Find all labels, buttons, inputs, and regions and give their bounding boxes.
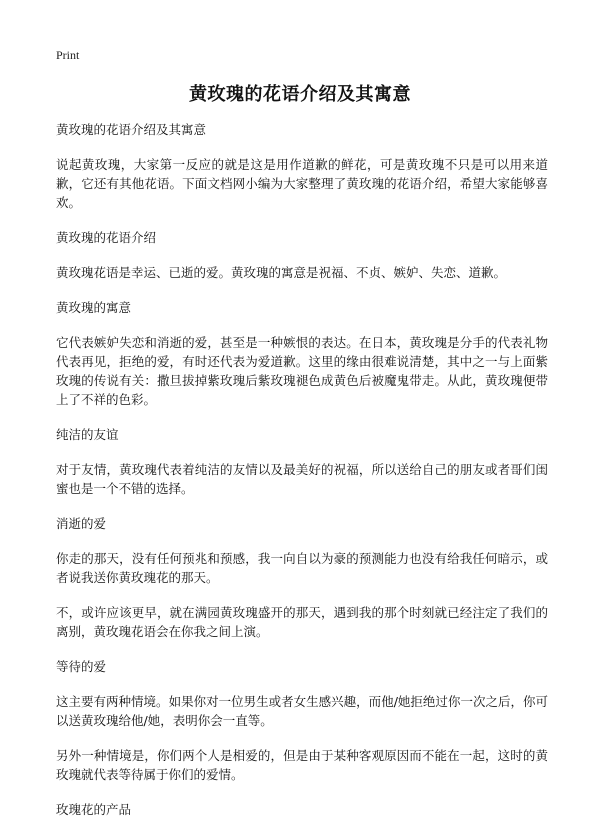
paragraph: 黄玫瑰花语是幸运、已逝的爱。黄玫瑰的寓意是祝福、不贞、嫉妒、失恋、道歉。 <box>56 265 507 280</box>
section-heading: 玫瑰花的产品 <box>56 802 132 817</box>
section-heading: 黄玫瑰的寓意 <box>56 300 132 315</box>
paragraph: 这主要有两种情境。如果你对一位男生或者女生感兴趣，而他/她拒绝过你一次之后，你可以送黄玫瑰给他/她，表明你会一直等。 <box>56 694 548 728</box>
section-heading: 黄玫瑰的花语介绍 <box>56 230 157 245</box>
paragraph: 另外一种情境是，你们两个人是相爱的，但是由于某种客观原因而不能在一起，这时的黄玫瑰就代表等待属于你们的爱情。 <box>56 748 548 782</box>
section-heading: 消逝的爱 <box>56 516 107 531</box>
paragraph: 说起黄玫瑰，大家第一反应的就是这是用作道歉的鲜花，可是黄玫瑰不只是可以用来道歉，它还有其他花语。下面文档网小编为大家整理了黄玫瑰的花语介绍，希望大家能够喜欢。 <box>56 157 548 210</box>
paragraph: 你走的那天，没有任何预兆和预感，我一向自以为豪的预测能力也没有给我任何暗示，或者说我送你黄玫瑰花的那天。 <box>56 551 548 585</box>
section-heading: 纯洁的友谊 <box>56 427 119 442</box>
section-heading: 等待的爱 <box>56 659 107 674</box>
section-heading: 黄玫瑰的花语介绍及其寓意 <box>56 122 207 137</box>
paragraph: 不，或许应该更早，就在满园黄玫瑰盛开的那天，遇到我的那个时刻就已经注定了我们的离别，黄玫瑰花语会在你我之间上演。 <box>56 605 548 639</box>
print-link[interactable]: Print <box>56 48 80 62</box>
paragraph: 它代表嫉妒失恋和消逝的爱，甚至是一种嫉恨的表达。在日本，黄玫瑰是分手的代表礼物代表再见，拒绝的爱，有时还代表为爱道歉。这里的缘由很难说清楚，其中之一与上面紫玫瑰的传说有关：撒旦拔掉紫玫瑰后紫玫瑰褪色成黄色后被魔鬼带走。从此，黄玫瑰便带上了不祥的色彩。 <box>56 335 548 407</box>
paragraph: 对于友情，黄玫瑰代表着纯洁的友情以及最美好的祝福，所以送给自己的朋友或者哥们闺蜜也是一个不错的选择。 <box>56 462 548 496</box>
page-title: 黄玫瑰的花语介绍及其寓意 <box>189 84 411 105</box>
document-body <box>56 120 548 819</box>
